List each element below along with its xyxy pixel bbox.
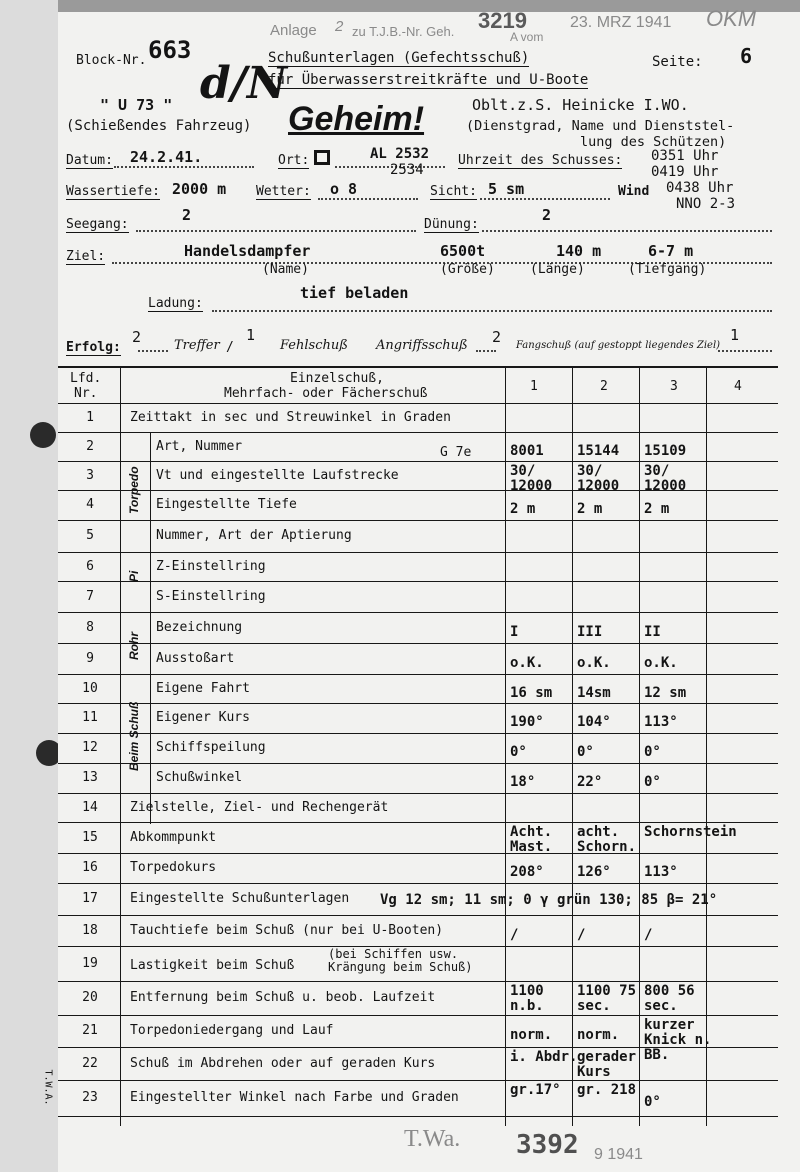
- block-label: Block-Nr.: [76, 53, 147, 68]
- row-number: 10: [82, 680, 98, 696]
- row-divider: [58, 793, 778, 794]
- row-value-v2: acht. Schorn.: [577, 824, 637, 855]
- row-label: Zeittakt in sec und Streuwinkel in Graden: [130, 410, 451, 425]
- duenung-value: 2: [542, 206, 552, 224]
- seegang-label: Seegang:: [66, 217, 129, 232]
- row-number: 1: [86, 410, 94, 425]
- row-value-v3: 113°: [644, 864, 678, 880]
- wassertiefe-label: Wassertiefe:: [66, 184, 160, 199]
- row-value-v3: 0°: [644, 1094, 661, 1110]
- dotted-line: [114, 166, 254, 168]
- row-value-v3: II: [644, 623, 661, 640]
- row-divider: [58, 853, 778, 854]
- uhrzeit-2: 0419 Uhr: [651, 164, 719, 180]
- ort-checkbox: [314, 150, 330, 165]
- row-value-v1: 2 m: [510, 501, 536, 517]
- row-number: 14: [82, 799, 98, 815]
- row-value-v2: norm.: [577, 1027, 620, 1043]
- row-value-v2: gr. 218: [577, 1082, 637, 1098]
- row-divider: [58, 581, 778, 582]
- erfolg-fehlschuss: Fehlschuß: [280, 338, 348, 353]
- row-value-v3: kurzer Knick n. BB.: [644, 1017, 712, 1063]
- row-divider: [58, 1116, 778, 1117]
- row-value-v2: gerader Kurs: [577, 1049, 637, 1080]
- col-header-3: 3: [670, 379, 678, 394]
- row-value-v3: 30/ 12000: [644, 463, 687, 494]
- row-value-v2: 126°: [577, 864, 611, 880]
- punch-hole-top: [30, 422, 56, 448]
- row-value-v2: 104°: [577, 714, 611, 730]
- ziel-label: Ziel:: [66, 249, 106, 264]
- row-value-v2: 2 m: [577, 501, 603, 517]
- row-label: Tauchtiefe beim Schuß (nur bei U-Booten): [130, 922, 444, 938]
- row-number: 2: [86, 438, 94, 454]
- stamp-okm: OKM: [706, 6, 757, 31]
- dotted-line: [482, 230, 772, 232]
- row-value-v1: norm.: [510, 1027, 553, 1043]
- form-title: Schußunterlagen (Gefechtsschuß): [268, 50, 530, 66]
- row-value-v1: 1100 n.b.: [510, 983, 544, 1014]
- dotted-line: [718, 350, 772, 352]
- row-value-v2: III: [577, 623, 603, 640]
- dotted-line: [476, 350, 496, 352]
- dotted-line: [212, 310, 772, 312]
- row-value-v3: 2 m: [644, 501, 670, 517]
- ort-label: Ort:: [278, 153, 310, 168]
- dotted-line: [318, 198, 418, 200]
- row-divider: [58, 552, 778, 553]
- group-label-rohr: Rohr: [127, 632, 141, 660]
- officer-name: Oblt.z.S. Heinicke I.WO.: [472, 96, 689, 114]
- row-label: Lastigkeit beim Schuß: [130, 957, 295, 973]
- row-divider: [58, 883, 778, 884]
- row-value-v1: o.K.: [510, 654, 544, 671]
- erfolg-treffer-count: 2: [132, 328, 142, 346]
- row-value-v3: /: [644, 926, 653, 943]
- ladung-value: tief beladen: [300, 284, 409, 302]
- datum-label: Datum:: [66, 153, 113, 168]
- ziel-groesse: 6500t: [440, 242, 486, 260]
- row-value-v1: 208°: [510, 864, 544, 880]
- row-value-v1: 30/ 12000: [510, 463, 553, 494]
- ship-name: " U 73 ": [100, 96, 173, 114]
- row-divider: [58, 763, 778, 764]
- row-divider: [58, 1080, 778, 1081]
- row-value-v3: 800 56 sec.: [644, 983, 695, 1014]
- row-label: Torpedokurs: [130, 860, 217, 875]
- erfolg-label: Erfolg:: [66, 340, 121, 355]
- erfolg-fang-count: 1: [730, 326, 740, 344]
- row-label: Nummer, Art der Aptierung: [156, 528, 352, 543]
- row-label: Z-Einstellring: [156, 558, 266, 574]
- row-value-v2: /: [577, 926, 586, 943]
- row-value-v1: 8001: [510, 442, 544, 459]
- row-number: 20: [82, 990, 98, 1005]
- col-header-2: 2: [600, 379, 608, 394]
- caption-groesse: (Größe): [440, 262, 495, 277]
- row-value-v3: Schornstein: [644, 824, 737, 840]
- col-header-title-2: Mehrfach- oder Fächerschuß: [224, 386, 428, 401]
- row-label: Eigene Fahrt: [156, 680, 250, 696]
- ziel-tiefgang: 6-7 m: [648, 242, 694, 260]
- row-value-v2: 14sm: [577, 684, 611, 701]
- ladung-label: Ladung:: [148, 296, 203, 311]
- erfolg-fehl-count: 1: [246, 326, 256, 344]
- row-label: Eingestellte Tiefe: [156, 497, 297, 512]
- erfolg-angriffsschuss: Angriffsschuß: [376, 338, 468, 353]
- row-value-v3: o.K.: [644, 654, 678, 671]
- row-label: Schiffspeilung: [156, 740, 266, 755]
- row-divider: [58, 822, 778, 823]
- row-divider: [58, 643, 778, 644]
- wind-label: Wind: [618, 184, 650, 199]
- group-label-pi: Pi: [127, 570, 141, 582]
- sicht-label: Sicht:: [430, 184, 477, 199]
- row-value-v1: 16 sm: [510, 684, 553, 701]
- secret-stamp: Geheim!: [288, 100, 425, 138]
- row-value-v2: 15144: [577, 442, 620, 459]
- row-label: Zielstelle, Ziel- und Rechengerät: [130, 799, 389, 815]
- row-number: 7: [86, 588, 94, 604]
- row-number: 4: [86, 497, 94, 512]
- row-number: 21: [82, 1023, 98, 1038]
- row-value-v3: 15109: [644, 442, 687, 459]
- erfolg-fangschuss: Fangschuß (auf gestoppt liegendes Ziel): [516, 340, 721, 351]
- row-label: Eigener Kurs: [156, 710, 250, 725]
- row-label: Ausstoßart: [156, 650, 235, 666]
- col-header-4: 4: [734, 379, 742, 394]
- row-number: 22: [82, 1055, 98, 1071]
- row-value-v2: 22°: [577, 774, 603, 790]
- footer-year: 9 1941: [594, 1146, 643, 1163]
- ziel-name: Handelsdampfer: [184, 242, 311, 260]
- dotted-line: [480, 198, 610, 200]
- row-divider: [58, 674, 778, 675]
- group-label-beim-schuss: Beim Schuß: [127, 701, 141, 771]
- row-value-v1: 190°: [510, 714, 544, 730]
- row-value-v1: Acht. Mast.: [510, 824, 553, 855]
- stamp-vom: A vom: [510, 30, 544, 44]
- erfolg-angriff-count: 2: [492, 328, 502, 346]
- row-number: 16: [82, 860, 98, 875]
- wetter-value: o 8: [330, 180, 358, 198]
- ziel-laenge: 140 m: [556, 242, 602, 260]
- officer-caption-1: (Dienstgrad, Name und Dienststel-: [466, 118, 735, 134]
- row-number: 23: [82, 1090, 98, 1105]
- group-label-torpedo: Torpedo: [127, 466, 141, 514]
- row-number: 13: [82, 770, 98, 785]
- row-divider: [58, 915, 778, 916]
- row-value-v3: 0°: [644, 774, 661, 790]
- row-label: Vt und eingestellte Laufstrecke: [156, 467, 399, 483]
- caption-laenge: (Länge): [530, 262, 585, 277]
- row-number: 11: [82, 710, 98, 725]
- row-value-v1: gr.17°: [510, 1082, 561, 1098]
- row-value-v1: i. Abdr.: [510, 1049, 578, 1065]
- stamp-anlage-no: 2: [335, 18, 344, 35]
- row-value-v3: 0°: [644, 744, 661, 760]
- seegang-value: 2: [182, 206, 192, 224]
- row-number: 18: [82, 922, 98, 938]
- officer-caption-2: lung des Schützen): [580, 134, 727, 150]
- row-divider: [58, 703, 778, 704]
- caption-tiefgang: (Tiefgang): [628, 262, 707, 277]
- row-label: Eingestellter Winkel nach Farbe und Graden: [130, 1090, 459, 1105]
- row-divider: [58, 981, 778, 982]
- row-value-v2: o.K.: [577, 654, 611, 671]
- row-divider: [58, 1015, 778, 1016]
- uhrzeit-label: Uhrzeit des Schusses:: [458, 153, 623, 168]
- row-value-v1: I: [510, 623, 519, 640]
- stamp-anlage: Anlage: [270, 22, 317, 39]
- row-extra: G 7e: [440, 444, 472, 460]
- row-label: Torpedoniedergang und Lauf: [130, 1023, 334, 1038]
- row-divider: [58, 612, 778, 613]
- row-label: Art, Nummer: [156, 438, 243, 454]
- sicht-value: 5 sm: [488, 180, 525, 198]
- erfolg-treffer: Treffer: [174, 338, 220, 353]
- row-value-v1: 18°: [510, 774, 536, 790]
- page-margin: [0, 0, 58, 1172]
- row-divider: [58, 733, 778, 734]
- footer-number: 3392: [516, 1130, 579, 1160]
- row-label-note: (bei Schiffen usw. Krängung beim Schuß): [328, 947, 473, 974]
- form-subtitle: für Überwasserstreitkräfte und U-Boote: [268, 72, 589, 88]
- row-value-v2: 30/ 12000: [577, 463, 620, 494]
- ort-value-2: 2534: [390, 162, 424, 178]
- uhrzeit-1: 0351 Uhr: [651, 148, 719, 164]
- row-number: 19: [82, 955, 98, 971]
- stamp-number: 3219: [478, 8, 527, 33]
- row-divider: [58, 461, 778, 462]
- row-value-v3: 12 sm: [644, 684, 687, 701]
- row-label: Abkommpunkt: [130, 829, 217, 845]
- footer-twa: T.Wa.: [404, 1126, 461, 1152]
- row-label: Eingestellte Schußunterlagen: [130, 891, 350, 906]
- wind-value: NNO 2-3: [676, 196, 736, 212]
- seite-value: 6: [740, 44, 753, 68]
- row-number: 9: [86, 650, 94, 666]
- col-header-title-1: Einzelschuß,: [290, 371, 384, 386]
- row-number: 3: [86, 467, 94, 483]
- col-header-1: 1: [530, 379, 538, 394]
- block-value: 663: [148, 36, 192, 64]
- row-number: 17: [82, 891, 98, 906]
- caption-name: (Name): [262, 262, 309, 277]
- ship-caption: (Schießendes Fahrzeug): [66, 118, 252, 134]
- uhrzeit-3: 0438 Uhr: [666, 180, 734, 196]
- row-number: 5: [86, 528, 94, 543]
- seite-label: Seite:: [652, 54, 703, 70]
- stamp-date: 23. MRZ 1941: [570, 14, 672, 31]
- side-mark: T.W.A.: [42, 1069, 54, 1106]
- row-label: Bezeichnung: [156, 619, 243, 635]
- wassertiefe-value: 2000 m: [172, 180, 227, 198]
- row-value-v2: 0°: [577, 744, 594, 760]
- ort-value-1: AL 2532: [370, 146, 430, 162]
- row-label: Schuß im Abdrehen oder auf geraden Kurs: [130, 1055, 436, 1071]
- row-value-v3: 113°: [644, 714, 678, 730]
- row-number: 6: [86, 558, 94, 574]
- col-header-nr: Nr.: [74, 386, 98, 401]
- row-value-v1: /: [510, 926, 519, 943]
- duenung-label: Dünung:: [424, 217, 479, 232]
- row-number: 8: [86, 619, 94, 635]
- row-divider: [58, 520, 778, 521]
- dotted-line: [136, 230, 416, 232]
- row-number: 12: [82, 740, 98, 755]
- row-label: Entfernung beim Schuß u. beob. Laufzeit: [130, 990, 436, 1005]
- row-value-v2: 1100 75 sec.: [577, 983, 637, 1014]
- col-header-lfd: Lfd.: [70, 371, 102, 386]
- row-divider: [58, 432, 778, 433]
- row-label: Schußwinkel: [156, 770, 243, 785]
- row-value-v1: 0°: [510, 744, 527, 760]
- wetter-label: Wetter:: [256, 184, 311, 199]
- handwritten-initials: d/N: [200, 58, 288, 109]
- row-number: 15: [82, 829, 98, 845]
- datum-value: 24.2.41.: [130, 148, 203, 166]
- row-label: S-Einstellring: [156, 588, 266, 604]
- row-value-merged: Vg 12 sm; 11 sm; 0 γ grün 130; 85 β= 21°: [380, 892, 718, 908]
- stamp-zu: zu T.J.B.-Nr. Geh.: [352, 24, 455, 39]
- dotted-line: [138, 350, 168, 352]
